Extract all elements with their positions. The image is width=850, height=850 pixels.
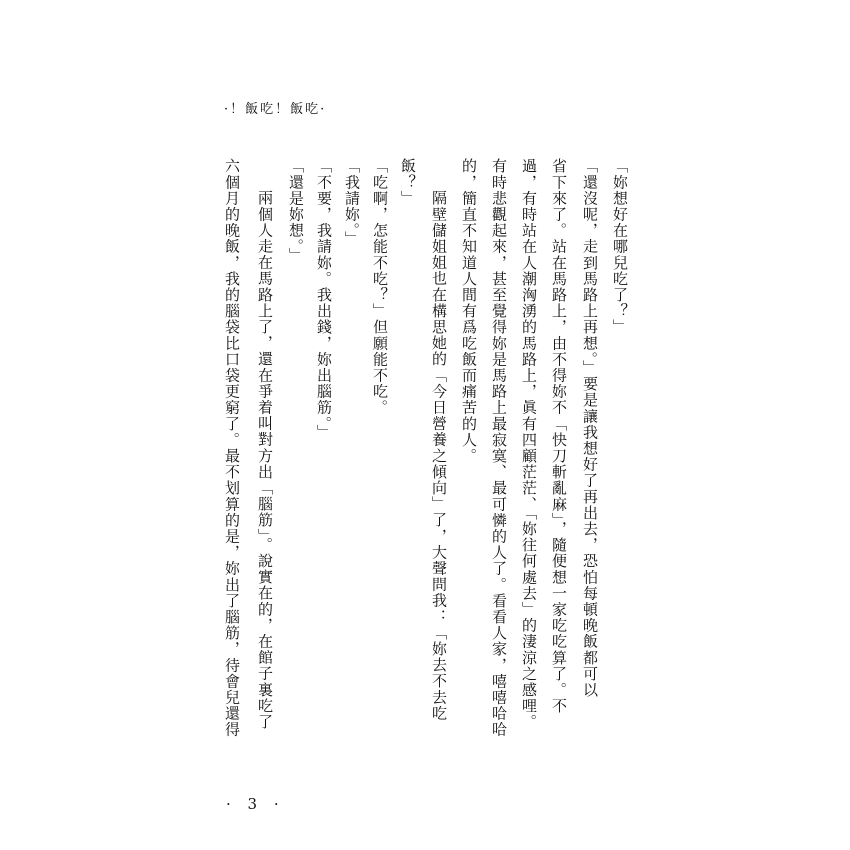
text-column: 飯？」 [399,158,417,207]
text-column: 「還沒呢，走到馬路上再想。」要是讓我想好了再出去，恐怕每頓晚飯都可以 [581,158,599,698]
text-column: 六個月的晚飯，我的腦袋比口袋更窮了。最不划算的是，妳出了腦筋，待會兒還得 [223,158,241,738]
text-column: 有時悲觀起來，甚至覺得妳是馬路上最寂寞、最可憐的人了。看看人家，嘻嘻哈哈 [490,158,508,738]
text-column: 「不要，我請妳。我出錢，妳出腦筋。」 [315,158,333,441]
text-column: 「吃啊，怎能不吃？」但願能不吃。 [371,158,389,416]
text-column: 「我請妳。」 [343,158,361,248]
page-number: · 3 · [226,795,285,813]
text-column: 「妳想好在哪兒吃了？」 [611,158,629,336]
running-header: ·！飯吃！飯吃· [224,102,327,117]
text-column: 過，有時站在人潮洶湧的馬路上，眞有四顧茫茫、「妳往何處去」的淒涼之感哩。 [520,158,538,731]
text-column: 「還是妳想。」 [287,158,305,264]
text-column: 的，簡直不知道人間有爲吃飯而痛苦的人。 [460,158,478,464]
text-column: 隔壁儲姐姐也在構思她的「今日營養之傾向」了，大聲問我：「妳去不去吃 [430,190,448,722]
text-column: 兩個人走在馬路上了，還在爭着叫對方出「腦筋」。說實在的，在館子裏吃了 [256,190,274,730]
text-column: 省下來了。站在馬路上，由不得妳不「快刀斬亂麻」，隨便想一家吃吃算了。不 [550,158,568,714]
